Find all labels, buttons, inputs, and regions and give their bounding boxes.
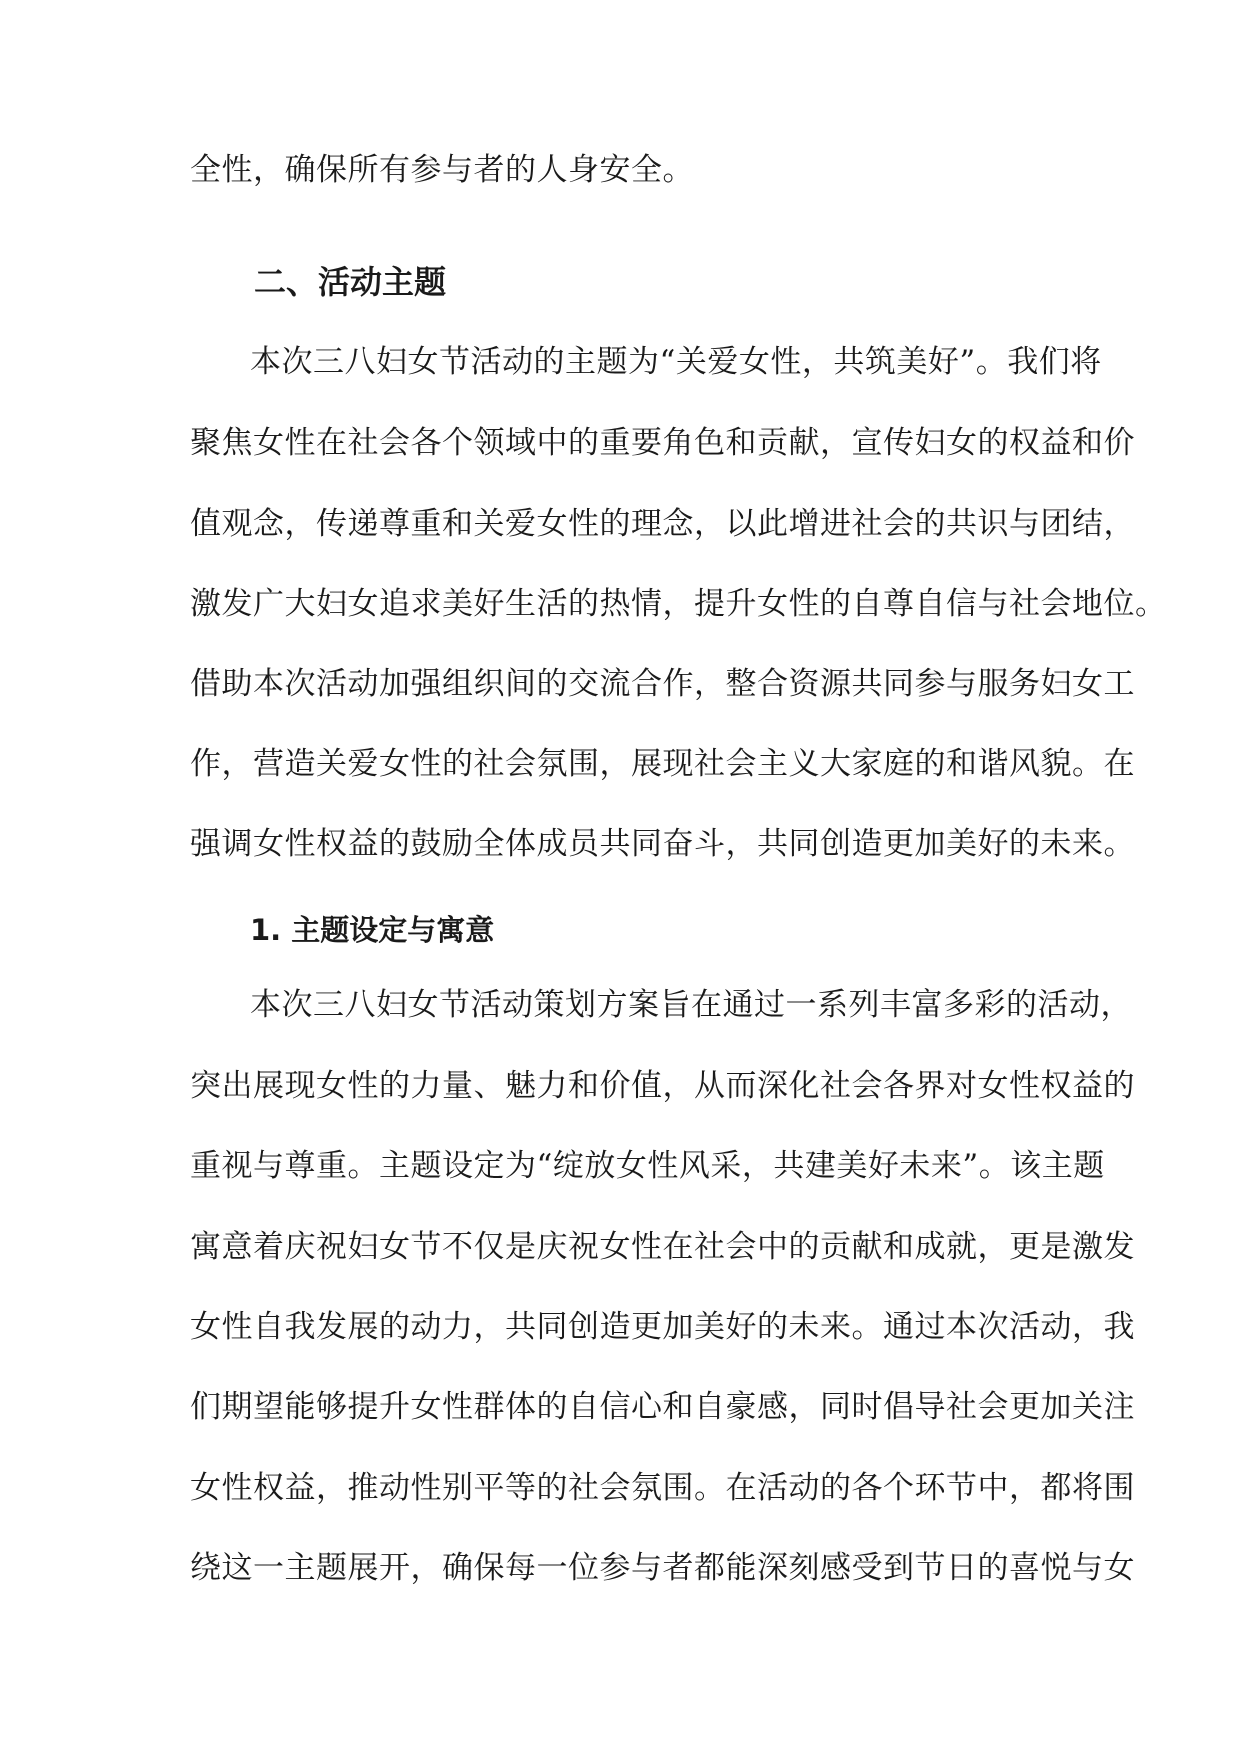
- paragraph-line: 寓意着庆祝妇女节不仅是庆祝女性在社会中的贡献和成就，更是激发: [190, 1229, 1135, 1265]
- paragraph-line: 激发广大妇女追求美好生活的热情，提升女性的自尊自信与社会地位。: [190, 586, 1167, 622]
- paragraph-line: 绕这一主题展开，确保每一位参与者都能深刻感受到节日的喜悦与女: [190, 1550, 1135, 1586]
- paragraph-line: 重视与尊重。主题设定为“绽放女性风采，共建美好未来”。该主题: [190, 1148, 1105, 1184]
- paragraph-line: 聚焦女性在社会各个领域中的重要角色和贡献，宣传妇女的权益和价: [190, 425, 1135, 461]
- subsection-heading: 1. 主题设定与寓意: [250, 913, 495, 947]
- paragraph-line: 强调女性权益的鼓励全体成员共同奋斗，共同创造更加美好的未来。: [190, 826, 1135, 862]
- paragraph-line: 们期望能够提升女性群体的自信心和自豪感，同时倡导社会更加关注: [190, 1389, 1135, 1425]
- paragraph-line: 全性，确保所有参与者的人身安全。: [190, 152, 694, 188]
- paragraph-line: 本次三八妇女节活动的主题为“关爱女性，共筑美好”。我们将: [250, 344, 1102, 380]
- paragraph-line: 本次三八妇女节活动策划方案旨在通过一系列丰富多彩的活动，: [250, 987, 1132, 1023]
- paragraph-line: 女性权益，推动性别平等的社会氛围。在活动的各个环节中，都将围: [190, 1470, 1135, 1506]
- paragraph-line: 值观念，传递尊重和关爱女性的理念，以此增进社会的共识与团结，: [190, 506, 1135, 542]
- paragraph-line: 借助本次活动加强组织间的交流合作，整合资源共同参与服务妇女工: [190, 666, 1135, 702]
- section-heading: 二、活动主题: [254, 263, 447, 301]
- paragraph-line: 突出展现女性的力量、魅力和价值，从而深化社会各界对女性权益的: [190, 1068, 1135, 1104]
- paragraph-line: 作，营造关爱女性的社会氛围，展现社会主义大家庭的和谐风貌。在: [190, 746, 1135, 782]
- paragraph-line: 女性自我发展的动力，共同创造更加美好的未来。通过本次活动，我: [190, 1309, 1135, 1345]
